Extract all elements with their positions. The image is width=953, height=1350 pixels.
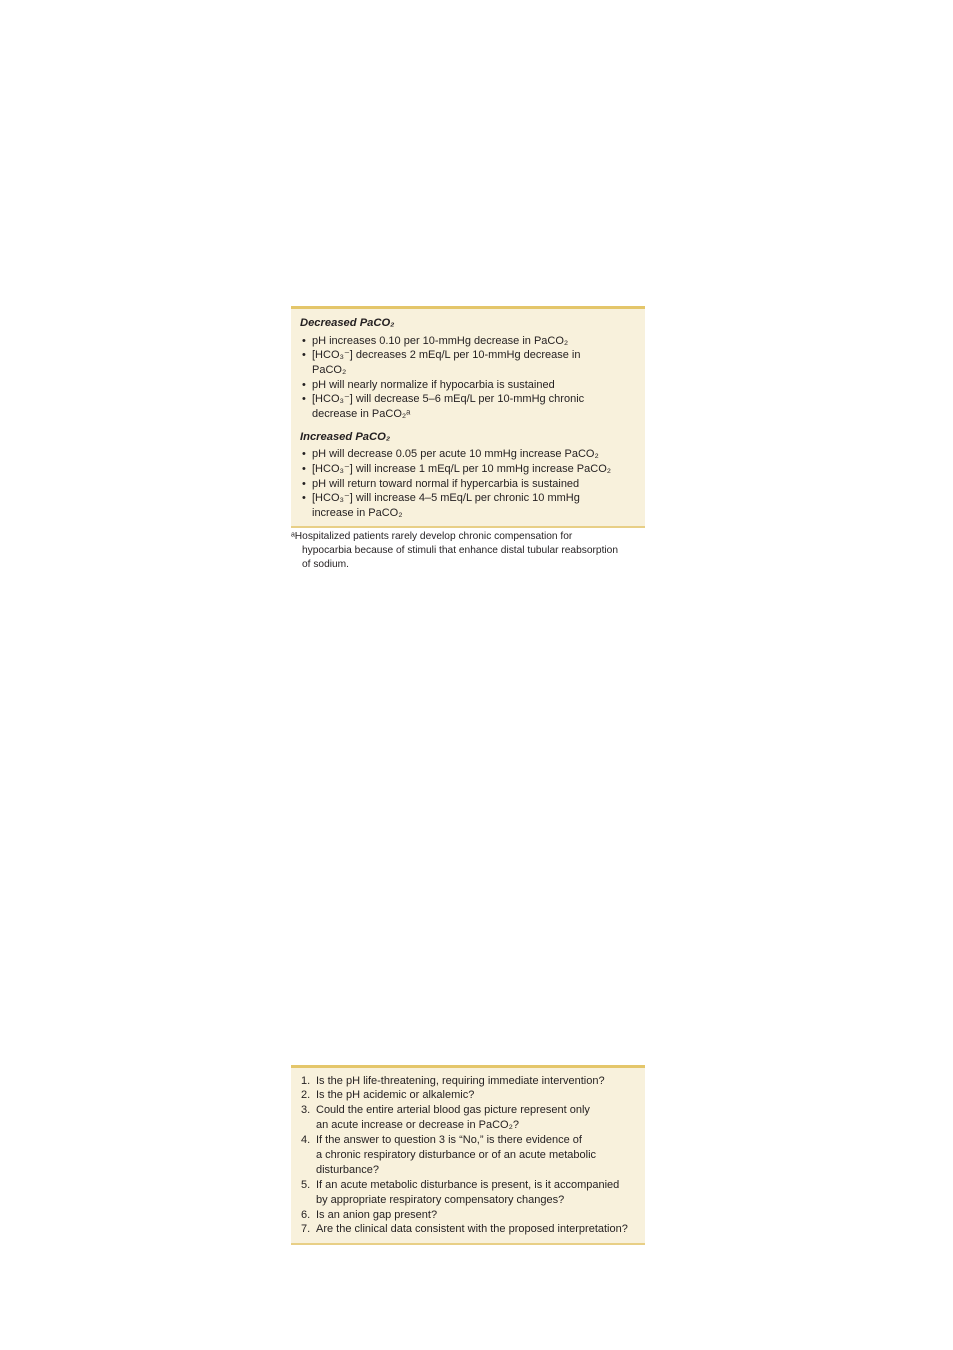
question-number: 6. <box>301 1208 311 1221</box>
question-number: 4. <box>301 1134 311 1147</box>
footnote-line: hypocarbia because of stimuli that enhance distal tubular reabsorption <box>302 545 619 556</box>
question-line: an acute increase or decrease in PaCO₂? <box>316 1119 519 1132</box>
bullet: • <box>302 477 306 490</box>
list-item <box>291 491 645 520</box>
question-line: Is the pH acidemic or alkalemic? <box>316 1089 475 1102</box>
bullet: • <box>302 334 306 347</box>
question-line: by appropriate respiratory compensatory changes? <box>316 1193 565 1206</box>
bullet: • <box>302 448 306 461</box>
footnote-line: of sodium. <box>302 559 349 570</box>
item-line: pH will return toward normal if hypercarbia is sustained <box>312 477 580 490</box>
question-item <box>291 1103 645 1133</box>
section-heading: Increased PaCO₂ <box>300 430 391 443</box>
question-line: Is an anion gap present? <box>316 1208 438 1221</box>
question-item <box>291 1074 645 1089</box>
question-line: Are the clinical data consistent with the proposed interpretation? <box>316 1223 628 1236</box>
interpretation-questions-box <box>291 1065 645 1245</box>
item-line: pH increases 0.10 per 10-mmHg decrease in PaCO₂ <box>312 334 569 347</box>
question-line: Could the entire arterial blood gas picture represent only <box>316 1104 590 1117</box>
question-item <box>291 1133 645 1178</box>
bullet: • <box>302 349 306 362</box>
item-line: [HCO₃⁻] decreases 2 mEq/L per 10-mmHg decrease in <box>312 349 581 362</box>
item-line: [HCO₃⁻] will decrease 5–6 mEq/L per 10-mmHg chronic <box>312 393 585 406</box>
list-item <box>291 348 645 377</box>
question-line: If an acute metabolic disturbance is present, is it accompanied <box>316 1178 620 1191</box>
bullet: • <box>302 378 306 391</box>
question-line: If the answer to question 3 is “No,” is there evidence of <box>316 1134 582 1147</box>
section <box>291 430 645 521</box>
question-item <box>291 1178 645 1208</box>
question-line: disturbance? <box>316 1163 379 1176</box>
question-number: 1. <box>301 1074 311 1087</box>
question-number: 7. <box>301 1223 311 1236</box>
question-item <box>291 1208 645 1223</box>
list-item <box>291 462 645 477</box>
paco2-compensation-box <box>291 306 645 528</box>
list-item <box>291 392 645 421</box>
list-item <box>291 477 645 492</box>
section-heading: Decreased PaCO₂ <box>300 317 395 329</box>
item-line: [HCO₃⁻] will increase 4–5 mEq/L per chronic 10 mmHg <box>312 492 580 505</box>
question-line: a chronic respiratory disturbance or of an acute metabolic <box>316 1148 597 1161</box>
question-item <box>291 1088 645 1103</box>
bullet: • <box>302 492 306 505</box>
list-item <box>291 378 645 393</box>
item-line: PaCO₂ <box>312 364 347 377</box>
question-number: 5. <box>301 1178 311 1191</box>
question-line: Is the pH life-threatening, requiring immediate intervention? <box>316 1074 605 1087</box>
item-line: [HCO₃⁻] will increase 1 mEq/L per 10 mmHg increase PaCO₂ <box>312 462 612 475</box>
footnote-line: ᵃHospitalized patients rarely develop chronic compensation for <box>291 531 573 542</box>
item-line: pH will decrease 0.05 per acute 10 mmHg increase PaCO₂ <box>312 448 599 461</box>
footnote <box>291 530 651 572</box>
list-item <box>291 334 645 349</box>
section <box>291 316 645 422</box>
bullet: • <box>302 462 306 475</box>
question-number: 3. <box>301 1104 311 1117</box>
question-number: 2. <box>301 1089 311 1102</box>
question-item <box>291 1222 645 1237</box>
bullet: • <box>302 393 306 406</box>
list-item <box>291 447 645 462</box>
item-line: decrease in PaCO₂ᵃ <box>312 408 411 421</box>
item-line: increase in PaCO₂ <box>312 507 403 519</box>
item-line: pH will nearly normalize if hypocarbia is sustained <box>312 378 555 391</box>
